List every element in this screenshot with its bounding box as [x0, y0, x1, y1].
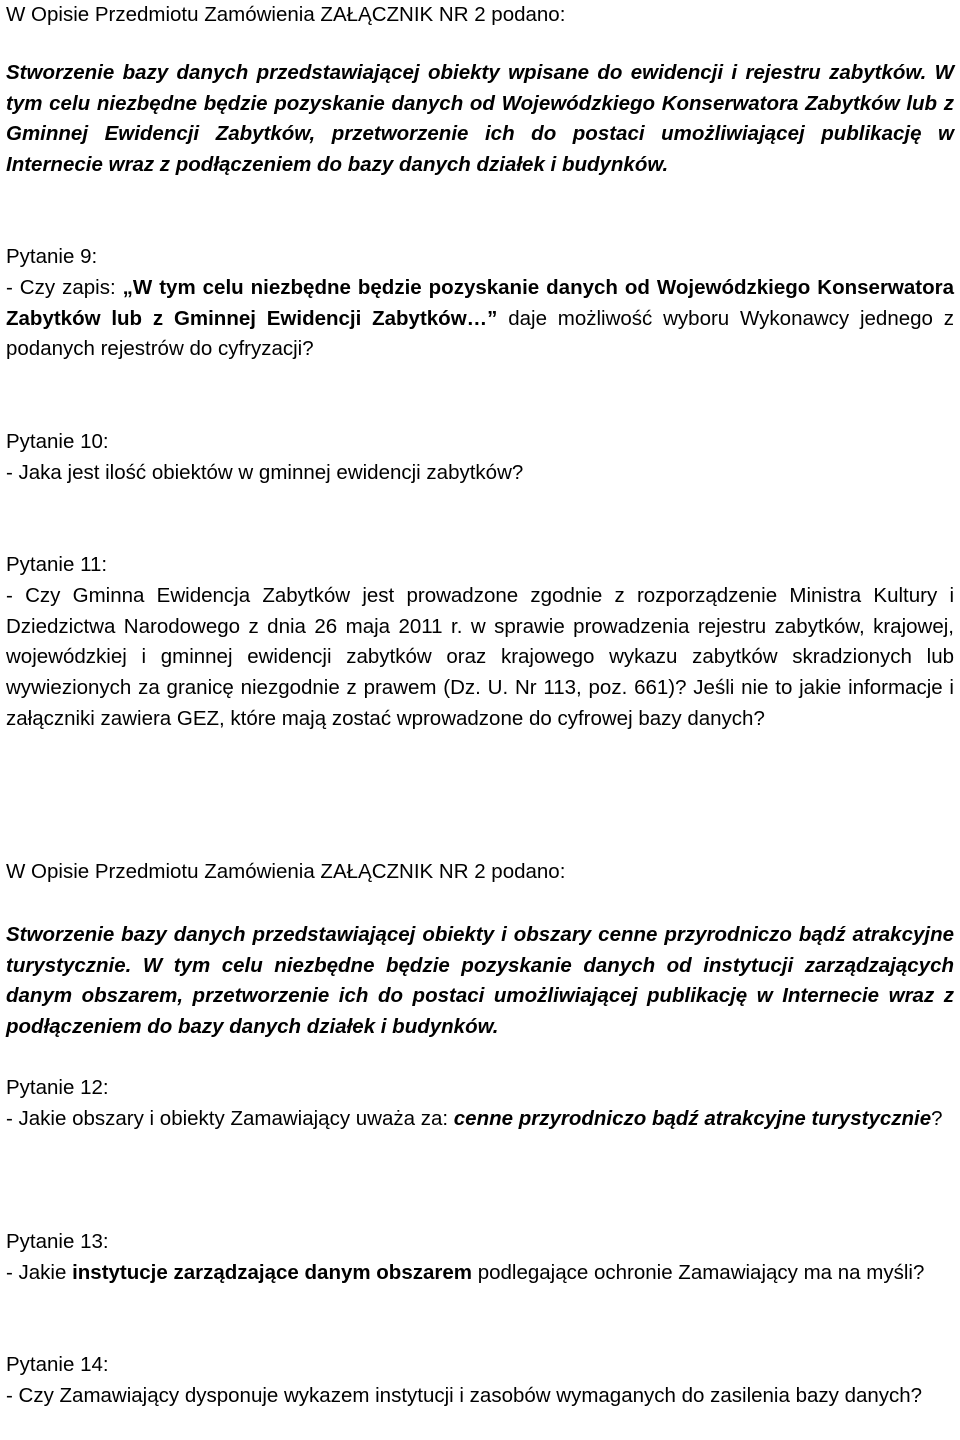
- question-13-label: Pytanie 13:: [6, 1230, 109, 1253]
- section-2-header: W Opisie Przedmiotu Zamówienia ZAŁĄCZNIK NR 2 podano:: [6, 860, 566, 883]
- question-10-label: Pytanie 10:: [6, 430, 109, 453]
- question-9-text: [6, 273, 954, 365]
- question-9-quote: „W tym celu niezbędne będzie pozyskanie danych od Wojewódzkiego Konserwatora Zabytków lub z Gminnej Ewidencji Zabytków…”: [6, 276, 954, 330]
- question-11-label: Pytanie 11:: [6, 553, 108, 576]
- section-1-header: W Opisie Przedmiotu Zamówienia ZAŁĄCZNIK NR 2 podano:: [6, 3, 566, 26]
- question-13-text: [6, 1258, 954, 1289]
- question-10-text: - Jaka jest ilość obiektów w gminnej ewidencji zabytków?: [6, 461, 524, 484]
- section-1-quote: Stworzenie bazy danych przedstawiającej obiekty wpisane do ewidencji i rejestru zabytków. W tym celu niezbędne będzie pozyskanie danych od Wojewódzkiego Konserwatora Zabytków lub z Gminnej Ewidencji Zabytków, przetworzenie ich do postaci umożliwiającej publikację w Internecie wraz z podłączeniem do bazy danych działek i budynków.: [6, 61, 954, 177]
- question-13-emphasis: instytucje zarządzające danym obszarem: [72, 1261, 472, 1284]
- question-12-rest: ?: [931, 1107, 943, 1130]
- question-11-text: - Czy Gminna Ewidencja Zabytków jest prowadzone zgodnie z rozporządzenie Ministra Kultury i Dziedzictwa Narodowego z dnia 26 maja 2011 r. w sprawie prowadzenia rejestru zabytków, krajowej, wojewódzkiej i gminnej ewidencji zabytków oraz krajowego wykazu zabytków skradzionych lub wywiezionych za granicę niezgodnie z prawem (Dz. U. Nr 113, poz. 661)? Jeśli nie to jakie informacje i załączniki zawiera GEZ, które mają zostać wprowadzone do cyfrowej bazy danych?: [6, 584, 954, 730]
- question-12-emphasis: cenne przyrodniczo bądź atrakcyjne turystycznie: [453, 1107, 932, 1130]
- section-2-quote: Stworzenie bazy danych przedstawiającej obiekty i obszary cenne przyrodniczo bądź atrakcyjne turystycznie. W tym celu niezbędne będzie pozyskanie danych od instytucji zarządzających danym obszarem, przetworzenie ich do postaci umożliwiającej publikację w Internecie wraz z podłączeniem do bazy danych działek i budynków.: [6, 923, 954, 1039]
- question-13-lead: - Jakie: [6, 1261, 73, 1284]
- question-9-rest: daje możliwość wyboru Wykonawcy jednego z podanych rejestrów do cyfryzacji?: [6, 306, 954, 361]
- question-12-label: Pytanie 12:: [6, 1076, 109, 1099]
- question-14-text: - Czy Zamawiający dysponuje wykazem instytucji i zasobów wymaganych do zasilenia bazy danych?: [6, 1384, 923, 1407]
- question-13-rest: podlegające ochronie Zamawiający ma na myśli?: [472, 1261, 925, 1284]
- question-9-label: Pytanie 9:: [6, 245, 98, 268]
- question-12-text: [6, 1104, 954, 1135]
- question-14-label: Pytanie 14:: [6, 1353, 109, 1376]
- question-12-lead: - Jakie obszary i obiekty Zamawiający uważa za:: [6, 1107, 454, 1130]
- question-9-lead: - Czy zapis:: [6, 276, 123, 299]
